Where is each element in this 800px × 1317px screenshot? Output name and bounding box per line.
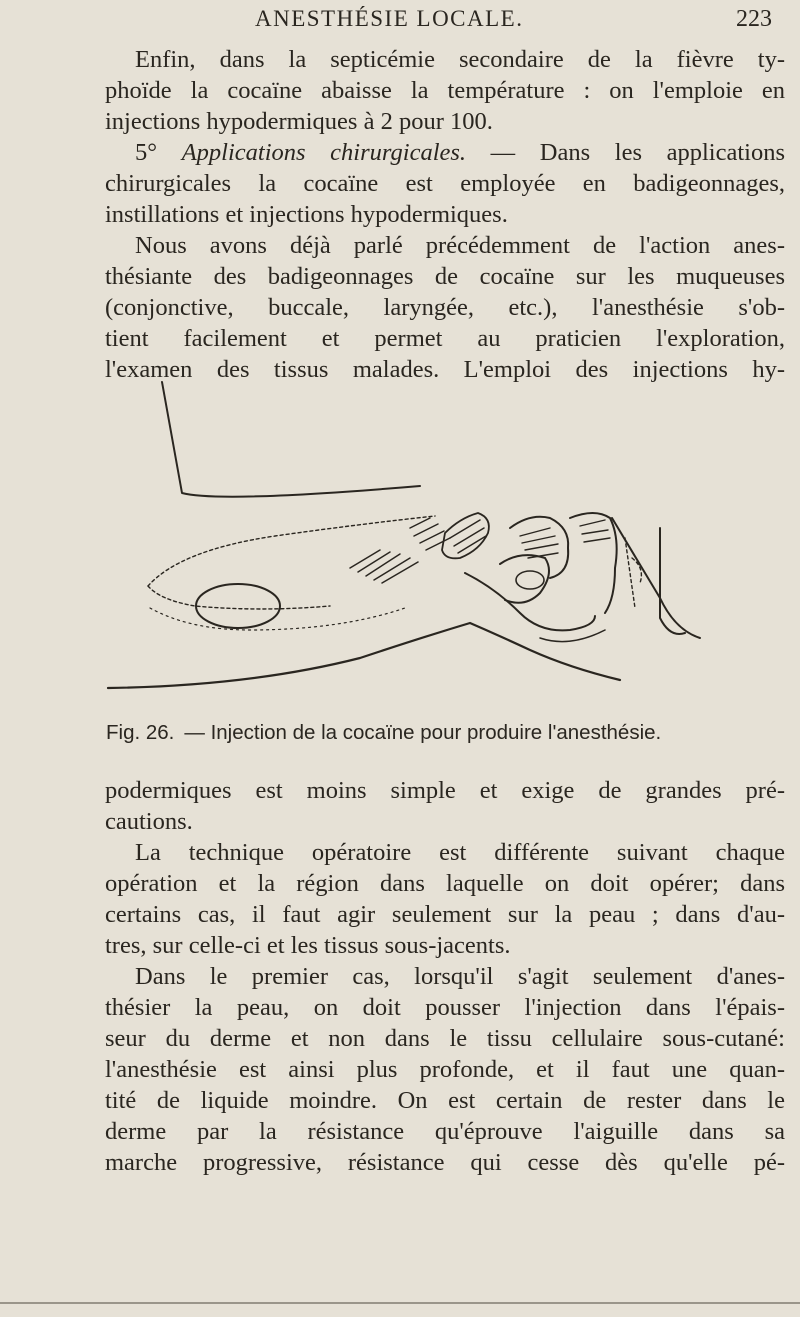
figure-caption [106,721,661,745]
text-line: cautions. [105,808,193,835]
paragraph [105,230,785,385]
paragraph [105,775,785,837]
running-title: ANESTHÉSIE LOCALE. [255,6,524,31]
finger [570,513,617,613]
text-line: opération et la région dans laquelle on doit opérer; dans [105,870,785,897]
finger [500,555,549,603]
figure-illustration [100,368,740,698]
text-line: l'examen des tissus malades. L'emploi des injections hy- [105,356,785,383]
text-line: phoïde la cocaïne abaisse la température : on l'emploie en [105,77,785,104]
text-line: tres, sur celle-ci et les tissus sous-jacents. [105,932,511,959]
text-line: marche progressive, résistance qui cesse dès qu'elle pé- [105,1149,785,1176]
hand-outline [108,623,620,688]
text-line: tité de liquide moindre. On est certain de rester dans le [105,1087,785,1114]
page-bottom-edge [0,1302,800,1304]
text-line: derme par la résistance qu'éprouve l'aiguille dans sa [105,1118,785,1145]
text-line: Nous avons déjà parlé précédemment de l'action anes- [135,232,785,259]
paragraph [105,961,785,1178]
text-line: thésier la peau, on doit pousser l'injection dans l'épais- [105,994,785,1021]
text-line: podermiques est moins simple et exige de grandes pré- [105,777,785,804]
text-line: injections hypodermiques à 2 pour 100. [105,108,493,135]
page-number: 223 [736,6,772,32]
figure-caption-text: — Injection de la cocaïne pour produire l'anesthésie. [184,721,662,744]
paragraph [105,137,785,230]
paragraph [105,837,785,961]
finger [612,518,700,638]
text-line: tient facilement et permet au praticien l'exploration, [105,325,785,352]
text-block-bottom [105,775,785,1178]
syringe-finger-ring [196,584,280,628]
text-line: certains cas, il faut agir seulement sur la peau ; dans d'au- [105,901,785,928]
text-line: Dans le premier cas, lorsqu'il s'agit seulement d'anes- [135,963,785,990]
text-line: (conjonctive, buccale, laryngée, etc.), l'anesthésie s'ob- [105,294,785,321]
text-line: l'anesthésie est ainsi plus profonde, et il faut une quan- [105,1056,785,1083]
text-line: Enfin, dans la septicémie secondaire de la fièvre ty- [135,46,785,73]
text-line: instillations et injections hypodermiques. [105,201,508,228]
section-heading: Applications chirurgicales. [181,139,467,166]
paragraph [105,44,785,137]
text-line: La technique opératoire est différente suivant chaque [135,839,785,866]
syringe-barrel [148,516,435,586]
fingernail [516,571,544,589]
text-run: — Dans les applications [466,139,786,166]
section-number: 5° [135,139,158,166]
figure-label: Fig. 26. [106,721,175,744]
text-line: seur du derme et non dans le tissu cellulaire sous-cutané: [105,1025,785,1052]
text-line: chirurgicales la cocaïne est employée en badigeonnages, [105,170,785,197]
leader-line [162,382,420,497]
text-block-top [105,44,785,385]
text-line: thésiante des badigeonnages de cocaïne sur les muqueuses [105,263,785,290]
text-line [105,137,785,168]
page-header [0,6,800,40]
